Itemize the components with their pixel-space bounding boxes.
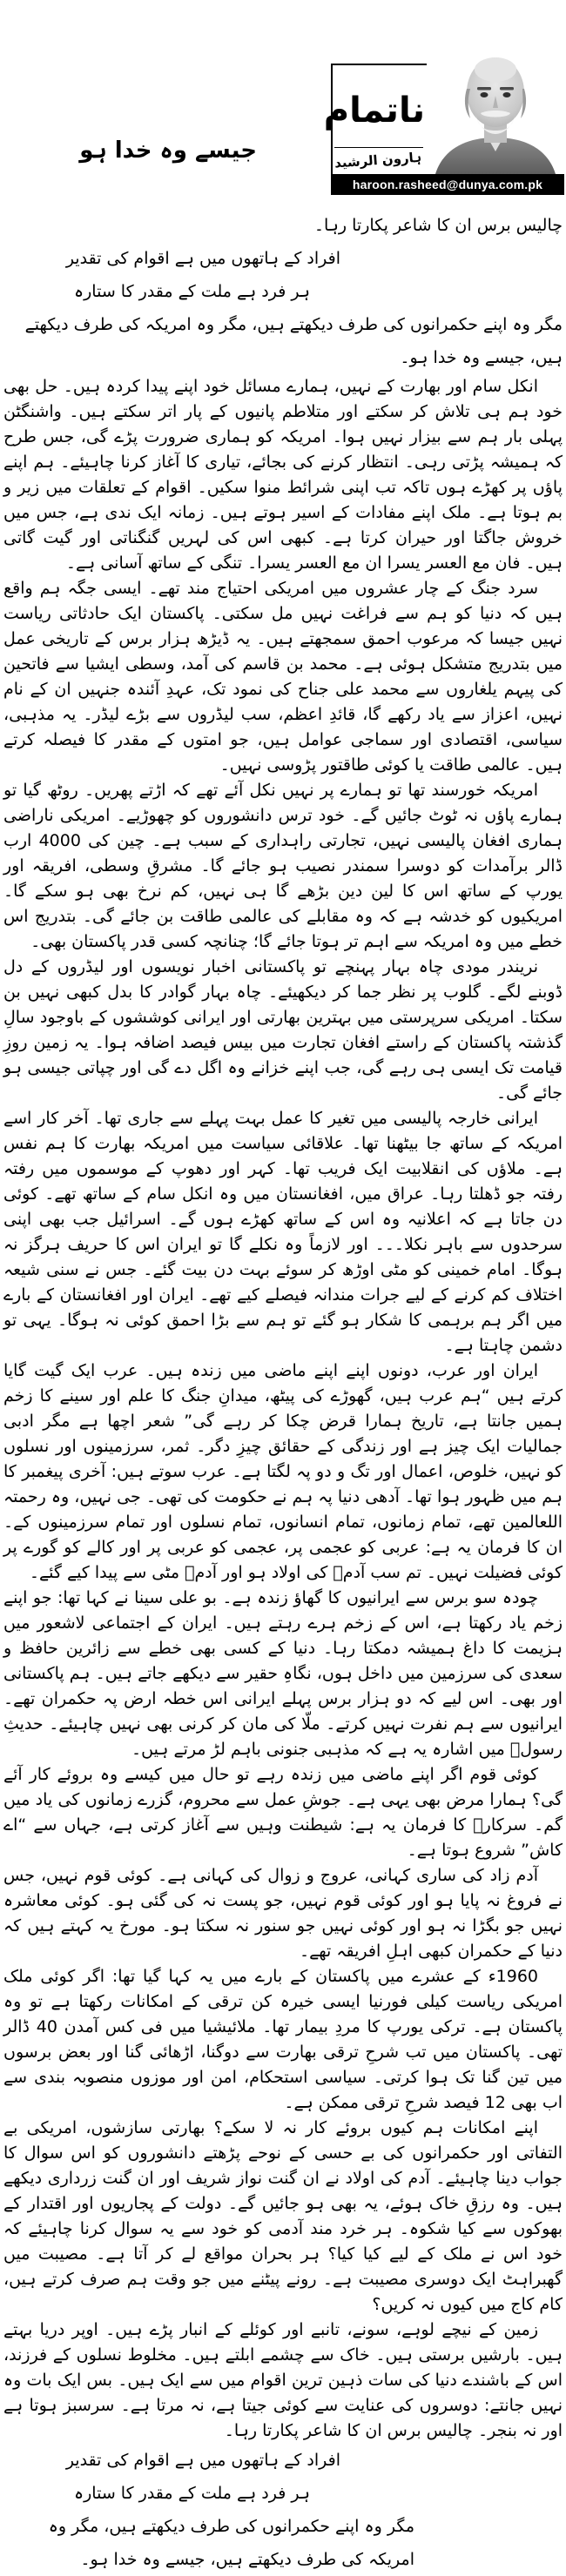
column-headline: جیسے وہ خدا ہو (79, 138, 257, 164)
author-email-bar: haroon.rasheed@dunya.com.pk (331, 174, 564, 195)
author-photo (427, 44, 564, 174)
body-paragraph: کوئی قوم اگر اپنے ماضی میں زندہ رہے تو حال میں کیسے وہ بروئے کار آئے گی؟ ہمارا مرض بھی یہی ہے۔ جوشِ عمل سے محروم، گزرے زمانوں کی یاد میں گم۔ سرکارؐ کا فرمان یہ ہے: شیطنت وہیں سے آغاز کرتی ہے، جہاں سے “اے کاش” شروع ہوتا ہے۔ (3, 1765, 563, 1860)
body-paragraph: ایرانی خارجہ پالیسی میں تغیر کا عمل بہت پہلے سے جاری تھا۔ آخر کار اسے امریکہ کے ساتھ جا بیٹھنا تھا۔ علاقائی سیاست میں امریکہ بھارت کا ہم نفس ہے۔ ملاؤں کی انقلابیت ایک فریب تھا۔ کہر اور دھوپ کے موسموں میں رفتہ رفتہ جو ڈھلتا رہا۔ عراق میں، افغانستان میں وہ انکل سام کے ساتھ تھے۔ کوئی دن جاتا ہے کہ اعلانیہ وہ اس کے ساتھ کھڑے ہوں گے۔ اسرائیل جب بھی اپنی سرحدوں سے باہر نکلا۔۔۔ اور لازماً وہ نکلے گا تو ایران اس کا حریف ہرگز نہ ہوگا۔ امام خمینی کو مٹی اوڑھ کر سوئے بہت دن بیت گئے۔ جس نے سنی شیعہ اختلاف کم کرنے کے لیے جرات مندانہ فیصلے کیے تھے۔ ایران اور افغانستان کے بارے میں اگر ہم برہمی کا شکار ہو گئے تو ہم سے بڑا احمق کوئی نہ ہوگا۔ یہی تو دشمن چاہتا ہے۔ (3, 1109, 563, 1355)
column-body (0, 209, 566, 2576)
lead-line: چالیس برس ان کا شاعر پکارتا رہا۔ (313, 216, 563, 235)
closing-verse-line: ہر فرد ہے ملت کے مقدر کا ستارہ (73, 2484, 310, 2503)
body-paragraph: چودہ سو برس سے ایرانیوں کا گھاؤ زندہ ہے۔ بو علی سینا نے کہا تھا: جو اپنے زخم یاد رکھتا ہے، اس کے زخم ہرے رہتے ہیں۔ ایران کے اجتماعی لاشعور میں ہزیمت کا داغ ہمیشہ دمکتا رہا۔ دنیا کے کسی بھی خطے سے زائرین حافظ و سعدی کی سرزمین میں داخل ہوں، نگاہِ حقیر سے دیکھے جاتے ہیں۔ ہم پاکستانی اور بھی۔ اس لیے کہ دو ہزار برس پہلے ایرانی اس خطہ ارض پہ حکمران تھے۔ ایرانیوں سے ہم نفرت نہیں کرتے۔ ملّا کی مان کر کرنی بھی نہیں چاہیئے۔ حدیثِ رسولؐ میں اشارہ یہ ہے کہ مذہبی جنونی باہم لڑ مرتے ہیں۔ (3, 1588, 563, 1759)
author-signature: ہارون الرشید (334, 149, 422, 171)
body-paragraph: ایران اور عرب، دونوں اپنے اپنے ماضی میں زندہ ہیں۔ عرب ایک گیت گایا کرتے ہیں “ہم عرب ہیں، گھوڑے کی پیٹھ، میدانِ جنگ کا علم اور سینے کا زخم ہمیں جانتا ہے، تاریخ ہمارا قرض چکا کر رہے گی” شعر اچھا ہے مگر ادبی جمالیات ایک چیز ہے اور زندگی کے حقائق چیزِ دگر۔ ثمر، سرزمینوں اور نسلوں کو نہیں، خلوص، اعمال اور تگ و دو پہ لگتا ہے۔ عرب سوتے ہیں: آخری پیغمبر کا ہم میں ظہور ہوا تھا۔ آدھی دنیا پہ ہم نے حکومت کی تھی۔ جی نہیں، وہ رحمتہ اللعالمین تھے، تمام زمانوں، تمام انسانوں، تمام نسلوں اور تمام سرزمینوں کے۔ ان کا فرمان یہ ہے: عربی کو عجمی پر، عجمی کو عربی پر اور کالے کو گورے پر کوئی فضیلت نہیں۔ تم سب آدمؑ کی اولاد ہو اور آدمؑ مٹی سے پیدا کیے گئے۔ (3, 1361, 563, 1582)
body-paragraph: سرد جنگ کے چار عشروں میں امریکی احتیاج مند تھے۔ ایسی جگہ ہم واقع ہیں کہ دنیا کو ہم سے فراغت نہیں مل سکتی۔ پاکستان ایک حادثاتی ریاست نہیں جیسا کہ مرعوب احمق سمجھتے ہیں۔ یہ ڈیڑھ ہزار برس کے تاریخی عمل میں بتدریج متشکل ہوئی ہے۔ محمد بن قاسم کی آمد، وسطی ایشیا سے فاتحین کی پیہم یلغاروں سے محمد علی جناح کی نمود تک، عہدِ آئندہ جنہیں ان کے نام نہیں، اعزاز سے یاد رکھے گا، قائدِ اعظم، سب لیڈروں سے بڑے لیڈر۔ یہ مذہبی، سیاسی، اقتصادی اور سماجی عوامل ہیں، جو امتوں کے مقدر کا فیصلہ کرتے ہیں۔ عالمی طاقت یا کوئی طاقتور پڑوسی نہیں۔ (3, 579, 563, 775)
body-paragraph: زمین کے نیچے لوہے، سونے، تانبے اور کوئلے کے انبار پڑے ہیں۔ اوپر دریا بہتے ہیں۔ بارشیں برستی ہیں۔ خاک سے چشمے ابلتے ہیں۔ مخلوط نسلوں کے فرزند، اس کے باشندے دنیا کی سات ذہین ترین اقوام میں سے ایک ہیں۔ بس ایک بات وہ نہیں جانتے: دوسروں کی عنایت سے کوئی جیتا ہے، نہ مرتا ہے۔ سرسبز ہوتا ہے اور نہ بنجر۔ چالیس برس ان کا شاعر پکارتا رہا۔ (3, 2320, 563, 2440)
body-paragraph: آدم زاد کی ساری کہانی، عروج و زوال کی کہانی ہے۔ کوئی قوم نہیں، جس نے فروغ نہ پایا ہو اور کوئی قوم نہیں، جو پست نہ کی گئی ہو۔ کوئی معاشرہ نہیں جو بگڑا نہ ہو اور کوئی نہیں جو سنور نہ سکتا ہو۔ مورخ یہ کہتے ہیں کہ دنیا کے حکمران کبھی اہلِ افریقہ تھے۔ (3, 1866, 563, 1961)
opening-verse-line: مگر وہ اپنے حکمرانوں کی طرف دیکھتے ہیں، مگر وہ امریکہ کی طرف دیکھتے ہیں، جیسے وہ خدا ہو۔ (24, 315, 563, 367)
opening-verse-line: افراد کے ہاتھوں میں ہے اقوام کی تقدیر (65, 249, 340, 268)
body-paragraph: 1960ء کے عشرے میں پاکستان کے بارے میں یہ کہا گیا تھا: اگر کوئی ملک امریکی ریاست کیلی فورنیا ایسی خیرہ کن ترقی کے امکانات رکھتا ہے تو وہ پاکستان ہے۔ ترکی یورپ کا مردِ بیمار تھا۔ ملائیشیا میں فی کس آمدن 40 ڈالر تھی۔ پاکستان میں تب شرحِ ترقی بھارت سے دوگنا، اڑھائی گنا اور بعض برسوں میں تین گنا تک ہوا کرتی۔ سیاسی استحکام، امن اور موزوں منصوبہ بندی سے اب بھی 12 فیصد شرحِ ترقی ممکن ہے۔ (3, 1967, 563, 2112)
masthead-divider (334, 147, 423, 148)
closing-verse-line: مگر وہ اپنے حکمرانوں کی طرف دیکھتے ہیں، مگر وہ امریکہ کی طرف دیکھتے ہیں، جیسے وہ خدا ہو۔ (48, 2517, 414, 2569)
body-paragraph: امریکہ خورسند تھا تو ہمارے پر نہیں نکل آئے تھے کہ اڑتے پھریں۔ روٹھ گیا تو ہمارے پاؤں نہ ٹوٹ جائیں گے۔ خود ترس دانشوروں کو چھوڑیے۔ امریکی ناراضی ہماری افغان پالیسی نہیں، تجارتی راہداری کے سبب ہے۔ چین کی 4000 ارب ڈالر برآمدات کو دوسرا سمندر نصیب ہو جائے گا۔ مشرقِ وسطی، افریقہ اور یورپ کے ساتھ اس کا لین دین بڑھے گا ہی نہیں، کم نرخ بھی ہو سکے گا۔ امریکیوں کو خدشہ ہے کہ وہ مقابلے کی عالمی طاقت بن جائے گی۔ بتدریج اس خطے میں وہ امریکہ سے اہم تر ہوتا جائے گا؛ چنانچہ کسی قدر پاکستان بھی۔ (3, 781, 563, 951)
opening-verse-line: ہر فرد ہے ملت کے مقدر کا ستارہ (73, 282, 310, 301)
body-paragraph: نریندر مودی چاہ بہار پہنچے تو پاکستانی اخبار نویسوں اور لیڈروں کے دل ڈوبنے لگے۔ گلوب پر نظر جما کر دیکھیئے۔ چاہ بہار گوادر کا بدل کبھی نہیں بن سکتا۔ امریکی سرپرستی میں بہترین بھارتی اور ایرانی کوششوں کے باوجود سالِ گذشتہ پاکستان کے راستے افغان تجارت میں بیس فیصد اضافہ ہوا۔ یہ زمین روزِ قیامت تک ایسی ہی رہے گی، جب اپنے خزانے وہ اگل دے گی اور چپاتی جیسی ہو جائے گی۔ (3, 957, 563, 1103)
body-paragraph: انکل سام اور بھارت کے نہیں، ہمارے مسائل خود اپنے پیدا کردہ ہیں۔ حل بھی خود ہم ہی تلاش کر سکتے اور متلاطم پانیوں کے پار اتر سکتے ہیں۔ واشنگٹن پہلی بار ہم سے بیزار نہیں ہوا۔ امریکہ کو ہماری ضرورت پڑے گی، جس طرح کہ ہمیشہ پڑتی رہی۔ انتظار کرنے کی بجائے، تیاری کا آغاز کرنا چاہیئے۔ ہم اپنے پاؤں پر کھڑے ہوں تاکہ تب اپنی شرائط منوا سکیں۔ اقوام کے تعلقات میں زیر و بم ہوتا ہے۔ ملک اپنے مفادات کے اسیر ہوتے ہیں۔ زمانہ ایک ندی ہے، جس میں خروش جاگتا اور حیران کرتا ہے۔ کبھی اس کی لہریں گنگناتی اور گیت گاتی ہیں۔ فان مع العسر یسرا ان مع العسر یسرا۔ تنگی کے ساتھ آسانی ہے۔ (3, 377, 563, 573)
body-paragraph: اپنے امکانات ہم کیوں بروئے کار نہ لا سکے؟ بھارتی سازشوں، امریکی بے التفاتی اور حکمرانوں کی بے حسی کے نوحے پڑھتے دانشوروں کو اس سوال کا جواب دینا چاہیئے۔ آدم کی اولاد نے ان گنت نواز شریف اور ان گنت زرداری دیکھے ہیں۔ وہ رزقِ خاک ہوئے، یہ بھی ہو جائیں گے۔ دولت کے پجاریوں اور اقتدار کے بھوکوں سے کیا شکوہ۔ ہر خرد مند آدمی کو خود سے یہ سوال کرنا چاہیئے کہ خود اس نے ملک کے لیے کیا کیا؟ ہر بحران مواقع لے کر آتا ہے۔ مصیبت میں گھبراہٹ ایک دوسری مصیبت ہے۔ رونے پیٹنے میں جو وقت ہم صرف کرتے ہیں، کام کاج میں کیوں نہ کریں؟ (3, 2118, 563, 2314)
column-title: ناتمام (323, 91, 425, 131)
closing-verse-line: افراد کے ہاتھوں میں ہے اقوام کی تقدیر (65, 2451, 340, 2470)
